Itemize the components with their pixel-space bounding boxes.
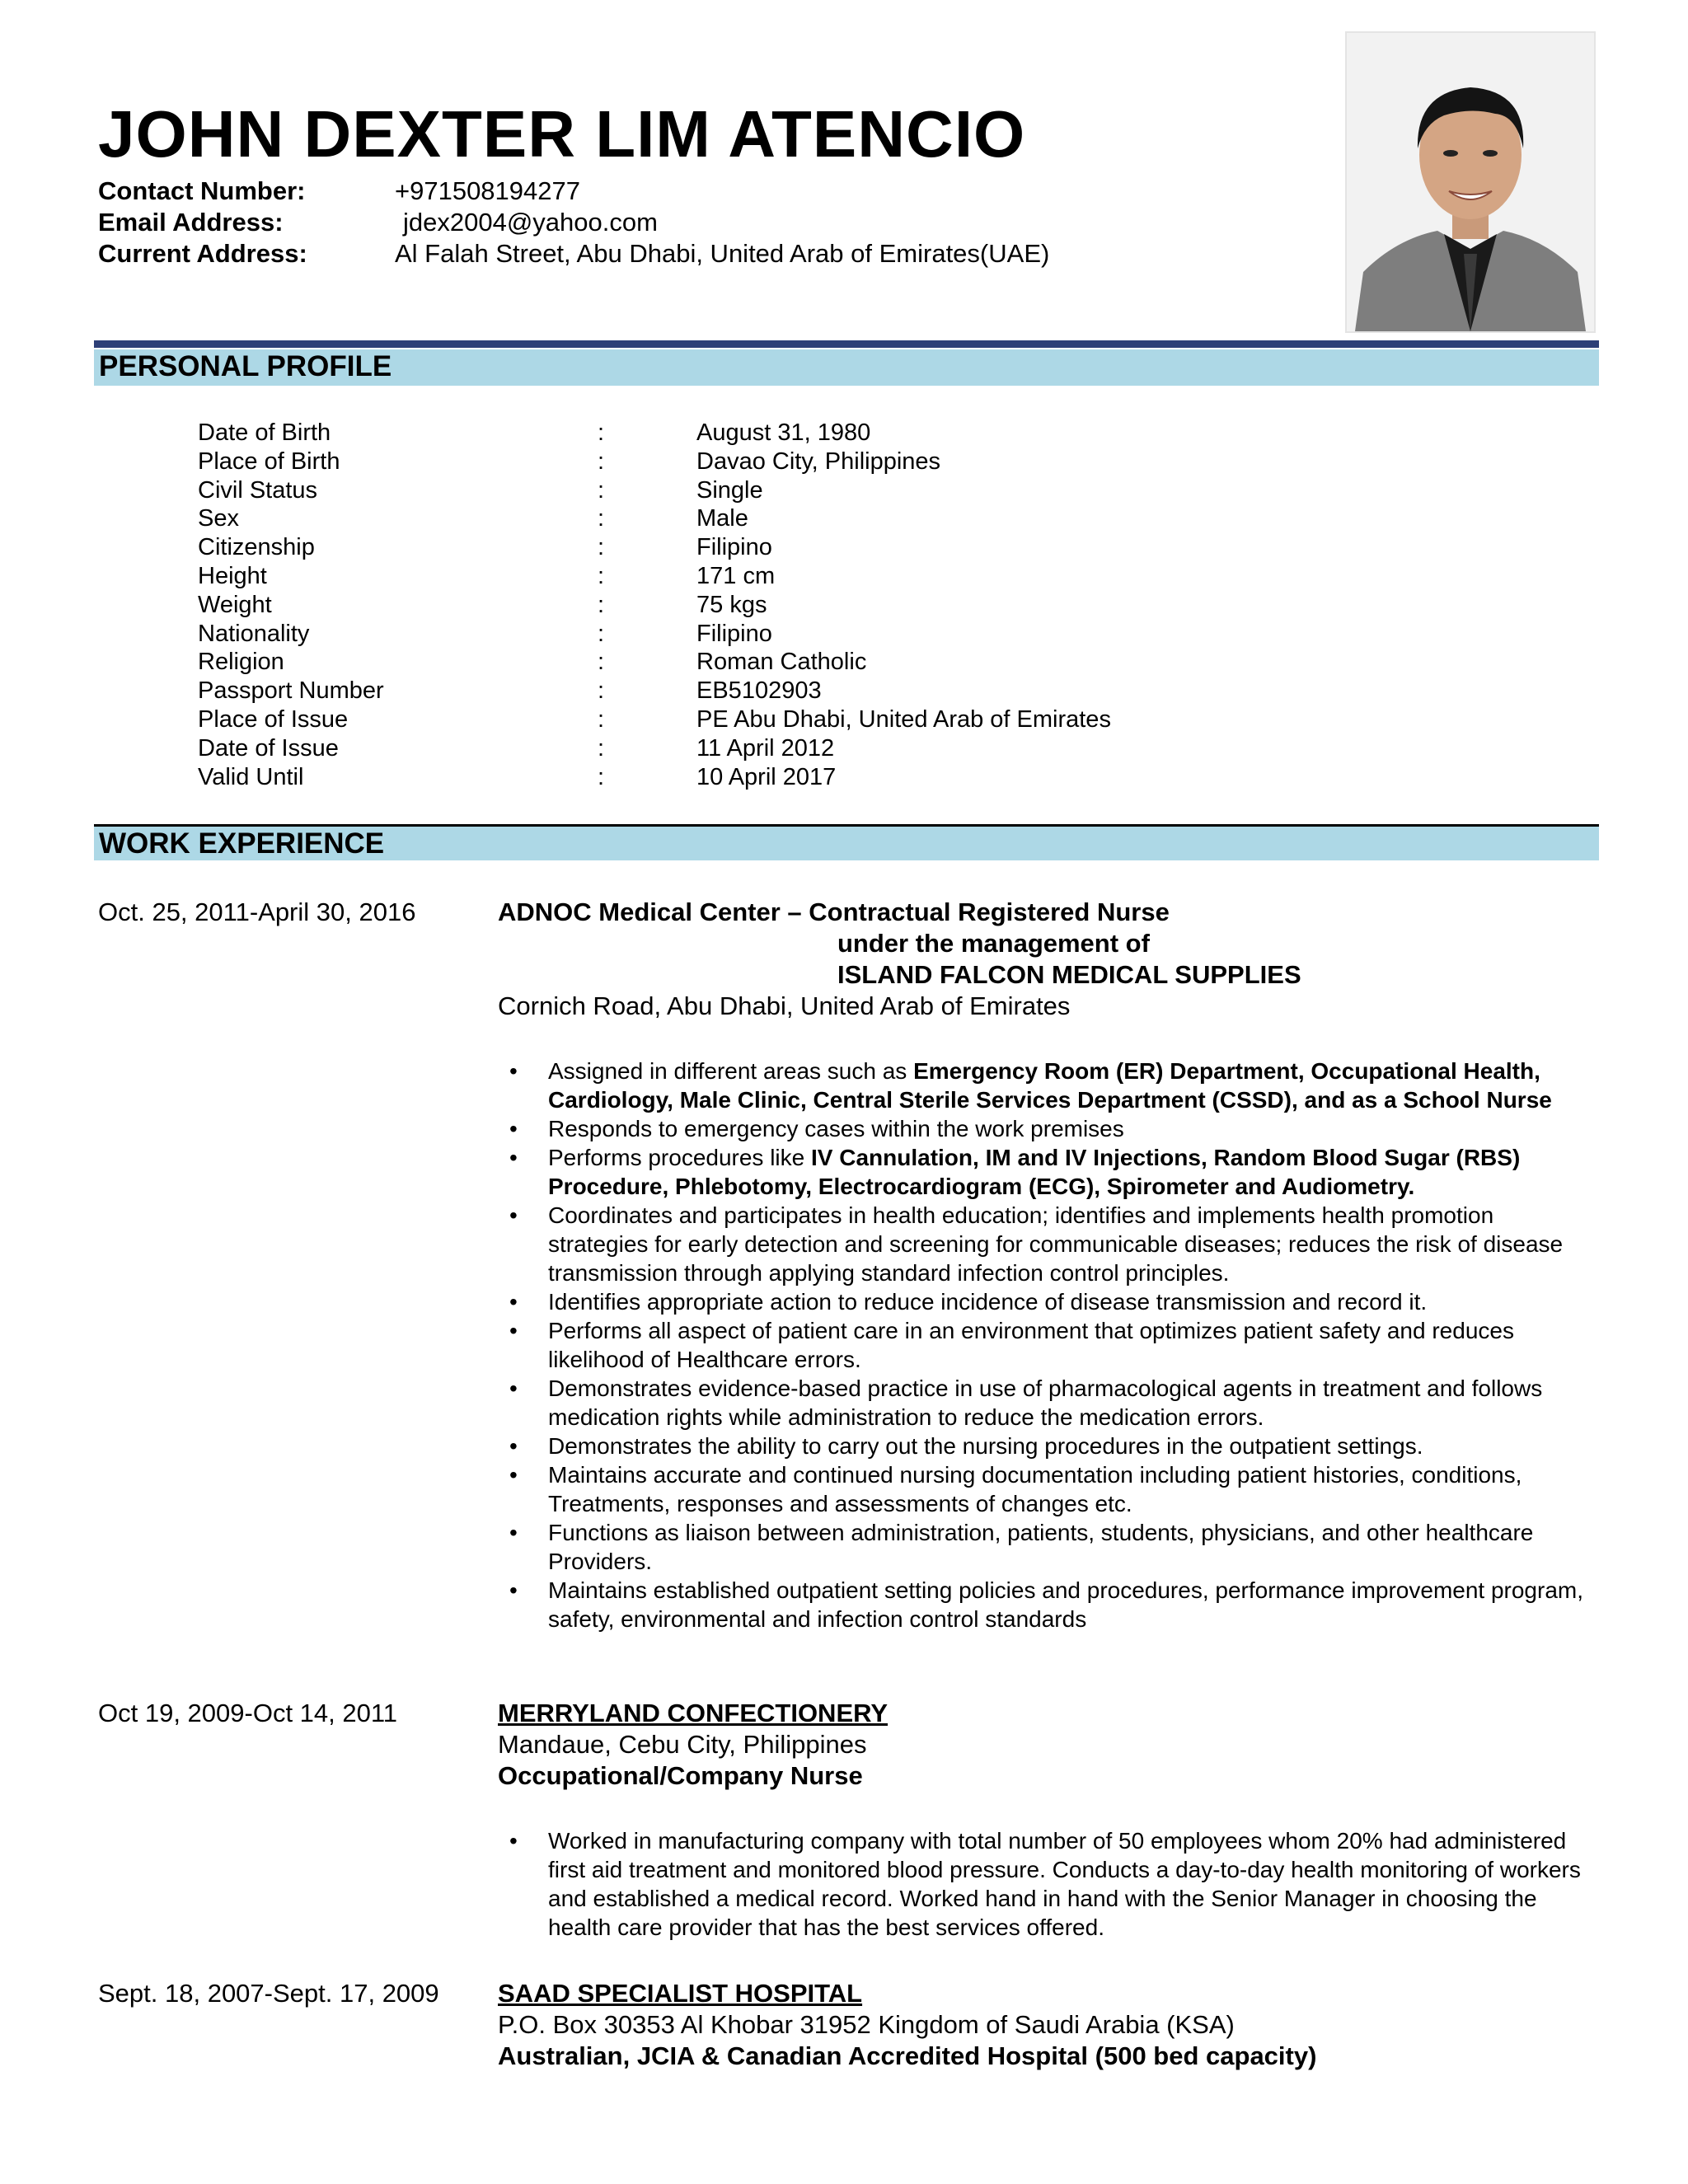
profile-row [198, 734, 1111, 763]
profile-sep: : [598, 705, 605, 733]
profile-value: Male [696, 505, 748, 532]
duty-item: • Worked in manufacturing company with total number of 50 employees whom 20% had administered first aid treatment and monitored blood pressure. Conducts a day-to-day health monitoring of workers and established a medical record. Worked hand in hand with the Senior Manager in choosing the health care provider that has the best services offered. [495, 1826, 1599, 1942]
profile-row [198, 448, 1111, 476]
job-location: P.O. Box 30353 Al Khobar 31952 Kingdom of Saudi Arabia (KSA) [498, 2010, 1235, 2039]
duty-item: • Maintains accurate and continued nursing documentation including patient histories, conditions, Treatments, responses and assessments of changes etc. [495, 1460, 1599, 1518]
job-employer: MERRYLAND CONFECTIONERY [498, 1699, 889, 1727]
duty-item: • Demonstrates the ability to carry out the nursing procedures in the outpatient settings. [495, 1432, 1599, 1460]
profile-key: Date of Birth [198, 419, 331, 446]
job-location: Mandaue, Cebu City, Philippines [498, 1730, 867, 1759]
profile-row [198, 476, 1111, 505]
job-header [498, 1698, 1599, 1792]
profile-sep: : [598, 448, 605, 475]
job-date: Sept. 18, 2007-Sept. 17, 2009 [98, 1979, 439, 2008]
job-date: Oct 19, 2009-Oct 14, 2011 [98, 1699, 398, 1727]
profile-sep: : [598, 763, 605, 790]
profile-photo [1345, 31, 1596, 333]
job-management-company: ISLAND FALCON MEDICAL SUPPLIES [837, 960, 1301, 989]
job-header [498, 897, 1599, 1022]
profile-key: Religion [198, 649, 284, 676]
profile-key: Place of Issue [198, 705, 349, 733]
profile-table [198, 419, 1111, 791]
duty-item: • Functions as liaison between administration, patients, students, physicians, and other healthcare Providers. [495, 1518, 1599, 1576]
contact-number-row [98, 176, 1049, 207]
duty-text: Assigned in different areas such as [548, 1058, 914, 1084]
job-location: Cornich Road, Abu Dhabi, United Arab of Emirates [498, 991, 1071, 1020]
profile-row [198, 504, 1111, 533]
profile-key: Valid Until [198, 763, 304, 790]
profile-key: Place of Birth [198, 448, 340, 475]
job-duties-list [495, 1826, 1599, 1942]
duty-item: • Responds to emergency cases within the work premises [495, 1114, 1599, 1143]
job-management-line: under the management of [837, 929, 1150, 958]
portrait-illustration [1347, 33, 1594, 331]
profile-sep: : [598, 534, 605, 561]
profile-row [198, 648, 1111, 677]
profile-key: Weight [198, 591, 272, 618]
profile-value: 10 April 2017 [696, 763, 837, 790]
profile-row [198, 763, 1111, 792]
profile-sep: : [598, 620, 605, 647]
job-position: Occupational/Company Nurse [498, 1761, 863, 1790]
profile-row [198, 620, 1111, 649]
profile-key: Height [198, 562, 267, 589]
profile-key: Sex [198, 505, 239, 532]
email-row [98, 207, 1049, 238]
duty-item: • Coordinates and participates in health education; identifies and implements health promotion strategies for early detection and screening for communicable diseases; reduces the risk of disease transmission through applying standard infection control principles. [495, 1201, 1599, 1287]
duty-item: • Demonstrates evidence-based practice in use of pharmacological agents in treatment and follows medication rights while administration to reduce the medication errors. [495, 1374, 1599, 1432]
profile-sep: : [598, 591, 605, 618]
profile-row [198, 562, 1111, 591]
email-value: jdex2004@yahoo.com [403, 208, 658, 237]
profile-key: Civil Status [198, 476, 318, 504]
profile-row [198, 591, 1111, 620]
duty-text: Performs procedures like [548, 1145, 812, 1170]
address-label: Current Address: [98, 239, 307, 268]
section-personal-profile: PERSONAL PROFILE [94, 349, 1599, 386]
profile-value: Filipino [696, 620, 772, 647]
profile-sep: : [598, 677, 605, 705]
duty-highlight: IV Cannulation, IM and IV Injections, Random Blood Sugar (RBS) Procedure, Phlebotomy, Electrocardiogram (ECG), Spirometer and Audiometry. [548, 1145, 1521, 1199]
job-duties-list [495, 1057, 1599, 1633]
profile-row [198, 705, 1111, 734]
profile-value: Single [696, 476, 763, 504]
profile-row [198, 419, 1111, 448]
profile-key: Passport Number [198, 677, 384, 705]
job-employer: SAAD SPECIALIST HOSPITAL [498, 1979, 863, 2008]
profile-key: Citizenship [198, 534, 315, 561]
profile-value: 171 cm [696, 562, 776, 589]
duty-item [495, 1143, 1599, 1201]
section-work-experience: WORK EXPERIENCE [94, 824, 1599, 860]
profile-key: Nationality [198, 620, 310, 647]
duty-item: • Maintains established outpatient setting policies and procedures, performance improvement program, safety, environmental and infection control standards [495, 1576, 1599, 1633]
profile-key: Date of Issue [198, 734, 339, 762]
profile-value: Roman Catholic [696, 649, 867, 676]
contact-number-label: Contact Number: [98, 176, 306, 205]
contact-block [98, 176, 1049, 269]
address-row [98, 238, 1049, 269]
profile-sep: : [598, 419, 605, 446]
job-date: Oct. 25, 2011-April 30, 2016 [98, 898, 416, 926]
profile-row [198, 677, 1111, 705]
duty-item: • Identifies appropriate action to reduce incidence of disease transmission and record it. [495, 1287, 1599, 1316]
profile-value: Davao City, Philippines [696, 448, 941, 475]
profile-sep: : [598, 649, 605, 676]
profile-sep: : [598, 734, 605, 762]
email-label: Email Address: [98, 208, 284, 237]
profile-row [198, 533, 1111, 562]
duty-highlight: Emergency Room (ER) Department, Occupational Health, Cardiology, Male Clinic, Central Sterile Services Department (CSSD), and as a School Nurse [548, 1058, 1552, 1113]
profile-sep: : [598, 505, 605, 532]
address-value: Al Falah Street, Abu Dhabi, United Arab of Emirates(UAE) [395, 239, 1050, 268]
profile-value: 75 kgs [696, 591, 767, 618]
profile-value: PE Abu Dhabi, United Arab of Emirates [696, 705, 1111, 733]
profile-sep: : [598, 562, 605, 589]
duty-item [495, 1057, 1599, 1114]
contact-number-value: +971508194277 [395, 176, 580, 205]
job-accreditation: Australian, JCIA & Canadian Accredited Hospital (500 bed capacity) [498, 2041, 1317, 2070]
profile-sep: : [598, 476, 605, 504]
profile-value: EB5102903 [696, 677, 822, 705]
profile-value: 11 April 2012 [696, 734, 835, 762]
header-divider [94, 340, 1599, 348]
candidate-name: JOHN DEXTER LIM ATENCIO [98, 97, 1026, 171]
profile-value: August 31, 1980 [696, 419, 871, 446]
duty-item: • Performs all aspect of patient care in an environment that optimizes patient safety and reduces likelihood of Healthcare errors. [495, 1316, 1599, 1374]
profile-value: Filipino [696, 534, 772, 561]
job-title: ADNOC Medical Center – Contractual Registered Nurse [498, 898, 1170, 926]
job-header [498, 1978, 1599, 2072]
